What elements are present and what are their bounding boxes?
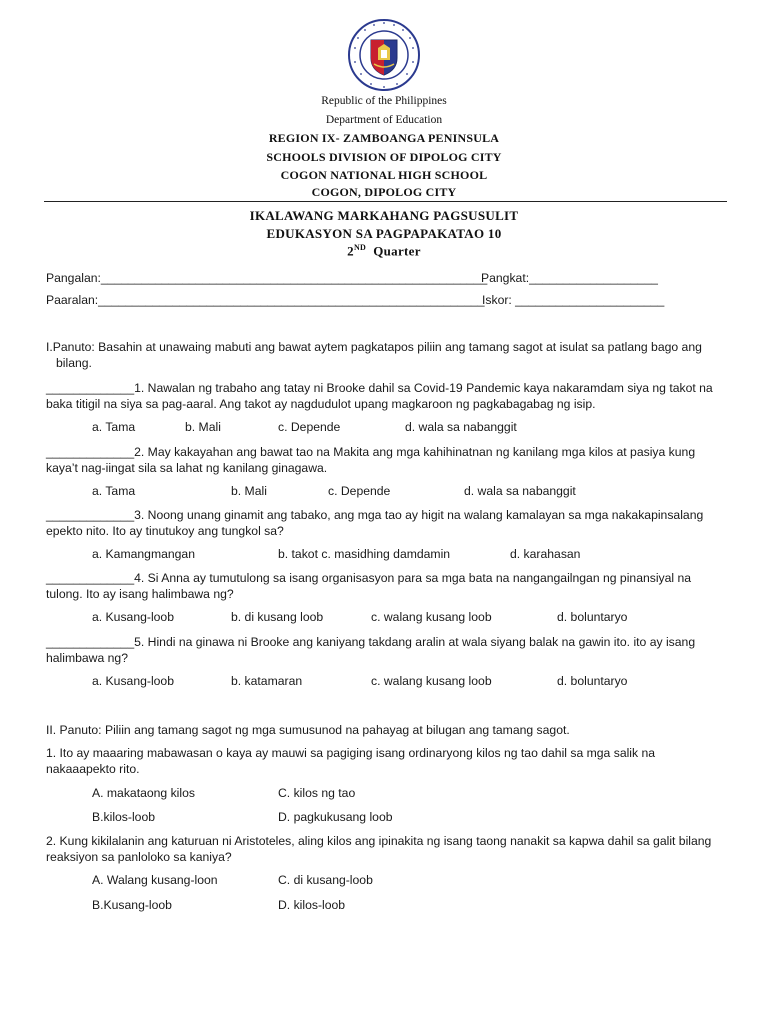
quarter-number: 2 [347,243,354,259]
p2q1-choice-c[interactable]: C. kilos ng tao [278,786,356,800]
header-region: REGION IX- ZAMBOANGA PENINSULA [268,131,500,145]
q3-choice-d[interactable]: d. karahasan [510,547,581,561]
p2q2-choice-c[interactable]: C. di kusang-loob [278,873,373,887]
q5-choice-d[interactable]: d. boluntaryo [557,674,628,688]
part1-question-1: _____________1. Nawalan ng trabaho ang tatay ni Brooke dahil sa Covid-19 Pandemic kaya nakaramdam siya ng takot na baka titigil na siya sa pag-aaral. Ang takot ay nagdudulot upang magkaroon ng pagkabagabag ng isip. [46,381,713,411]
exam-title: IKALAWANG MARKAHANG PAGSUSULIT [249,208,519,223]
quarter-label [0,243,768,259]
q4-choice-a[interactable]: a. Kusang-loob [92,610,174,624]
header-address: COGON, DIPOLOG CITY [311,185,457,199]
part1-question-5: _____________5. Hindi na ginawa ni Brooke ang kaniyang takdang aralin at wala siyang balak na gawin ito. ito ay isang halimbawa ng? [46,635,696,665]
pangkat-field[interactable]: Pangkat:___________________ [481,271,658,285]
q5-choice-b[interactable]: b. katamaran [231,674,303,688]
p2q2-choice-a[interactable]: A. Walang kusang-loon [92,873,218,887]
quarter-superscript: ND [353,243,367,252]
part2-question-2: 2. Kung kikilalanin ang katuruan ni Aristoteles, aling kilos ang ipinakita ng isang taong nanakit sa kapwa dahil sa galit bilang reaksiyon sa panloloko sa kaniya? [46,834,712,864]
quarter-word: Quarter [373,243,421,259]
p2q1-choice-d[interactable]: D. pagkukusang loob [278,810,393,824]
q1-choice-a[interactable]: a. Tama [92,420,136,434]
p2q1-choice-a[interactable]: A. makataong kilos [92,786,195,800]
header-division: SCHOOLS DIVISION OF DIPOLOG CITY [266,150,502,164]
part1-instruction: I.Panuto: Basahin at unawaing mabuti ang bawat aytem pagkatapos piliin ang tamang sagot at isulat sa patlang bago ang bilang. [46,340,702,370]
q4-choice-c[interactable]: c. walang kusang loob [371,610,492,624]
q1-choice-d[interactable]: d. wala sa nabanggit [405,420,517,434]
q2-choice-d[interactable]: d. wala sa nabanggit [464,484,576,498]
deped-seal-logo [347,18,421,92]
header-republic: Republic of the Philippines [321,95,447,107]
q4-choice-b[interactable]: b. di kusang loob [231,610,324,624]
q1-choice-b[interactable]: b. Mali [185,420,221,434]
subject-title: EDUKASYON SA PAGPAPAKATAO 10 [266,226,502,241]
header-department: Department of Education [325,114,443,126]
part1-question-2: _____________2. May kakayahan ang bawat tao na Makita ang mga kahihinatnan ng kanilang mga kilos at pasiya kung kaya’t nag-iingat sila sa lahat ng kanilang ginagawa. [46,445,696,475]
q4-choice-d[interactable]: d. boluntaryo [557,610,628,624]
part2-question-1: 1. Ito ay maaaring mabawasan o kaya ay mauwi sa pagiging isang ordinaryong kilos ng tao dahil sa mga salik na nakaaapekto rito. [46,746,656,776]
paaralan-field[interactable]: Paaralan:_________________________________________________________ [46,293,485,307]
q2-choice-b[interactable]: b. Mali [231,484,267,498]
p2q2-choice-b[interactable]: B.Kusang-loob [92,898,172,912]
q1-choice-c[interactable]: c. Depende [278,420,341,434]
p2q2-choice-d[interactable]: D. kilos-loob [278,898,346,912]
part2-instruction: II. Panuto: Piliin ang tamang sagot ng mga sumusunod na pahayag at bilugan ang tamang sagot. [46,723,570,737]
q2-choice-a[interactable]: a. Tama [92,484,136,498]
header-school: COGON NATIONAL HIGH SCHOOL [280,168,488,182]
q3-choice-bc[interactable]: b. takot c. masidhing damdamin [278,547,451,561]
part1-question-3: _____________3. Noong unang ginamit ang tabako, ang mga tao ay higit na walang kamalayan sa mga nakakapinsalang epekto nito. Ito ay tinutukoy ang tungkol sa? [46,508,704,538]
q2-choice-c[interactable]: c. Depende [328,484,391,498]
iskor-field[interactable]: Iskor: ______________________ [482,293,665,307]
q5-choice-c[interactable]: c. walang kusang loob [371,674,492,688]
q5-choice-a[interactable]: a. Kusang-loob [92,674,174,688]
header-divider [44,201,727,202]
q3-choice-a[interactable]: a. Kamangmangan [92,547,195,561]
pangalan-field[interactable]: Pangalan:_________________________________________________________ [46,271,488,285]
part1-question-4: _____________4. Si Anna ay tumutulong sa isang organisasyon para sa mga bata na nangangailngan ng pinansiyal na tulong. Ito ay isang halimbawa ng? [46,571,692,601]
p2q1-choice-b[interactable]: B.kilos-loob [92,810,155,824]
